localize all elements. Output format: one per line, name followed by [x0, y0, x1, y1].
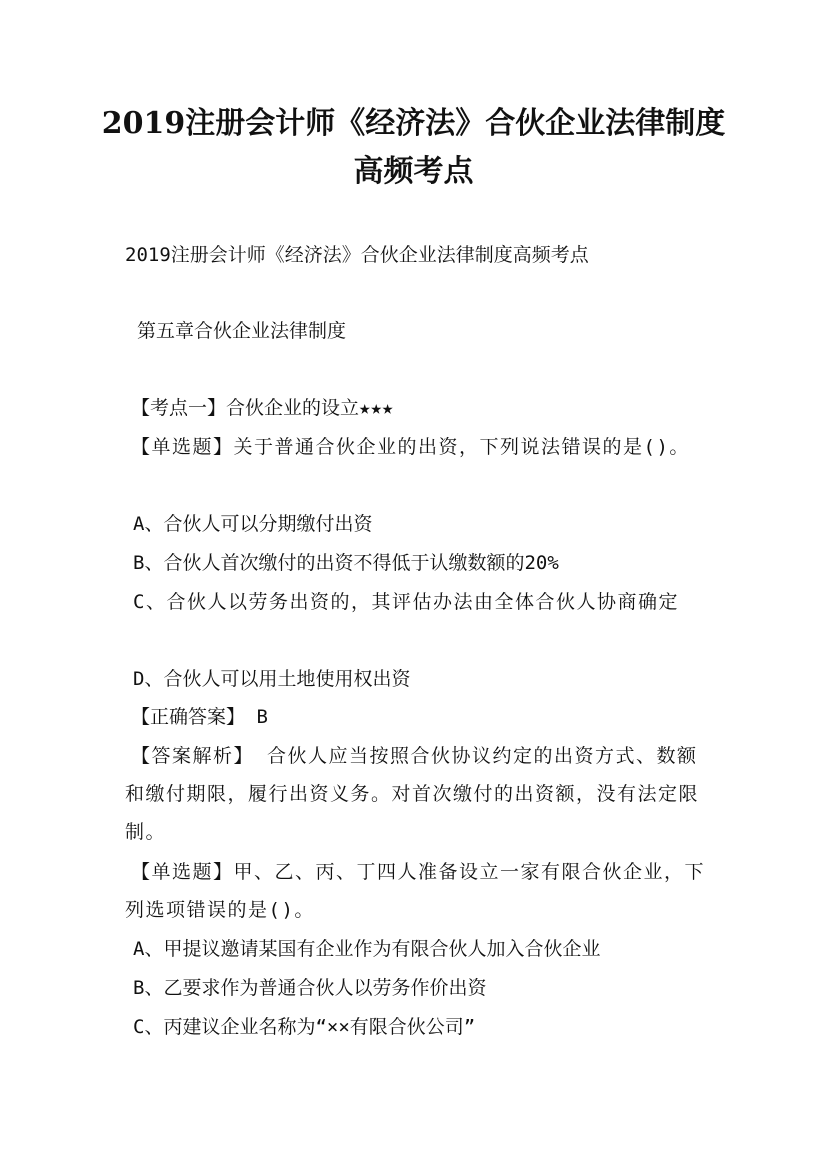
q1-option-b: B、合伙人首次缴付的出资不得低于认缴数额的20%	[133, 552, 559, 574]
q1-answer: 【正确答案】 B	[131, 706, 268, 728]
document-title: 2019注册会计师《经济法》合伙企业法律制度高频考点	[101, 106, 726, 189]
q2-option-b: B、乙要求作为普通合伙人以劳务作价出资	[133, 977, 487, 999]
q1-option-d: D、合伙人可以用土地使用权出资	[133, 668, 411, 690]
q1-analysis: 【答案解析】 合伙人应当按照合伙协议约定的出资方式、数额和缴付期限，履行出资义务。对首次缴付的出资额，没有法定限制。	[125, 745, 700, 843]
point-heading: 【考点一】合伙企业的设立★★★	[131, 397, 394, 419]
q2-option-c: C、丙建议企业名称为“××有限合伙公司”	[133, 1016, 476, 1038]
subtitle: 2019注册会计师《经济法》合伙企业法律制度高频考点	[125, 244, 589, 266]
q1-stem: 【单选题】关于普通合伙企业的出资，下列说法错误的是()。	[131, 436, 690, 458]
q1-option-a: A、合伙人可以分期缴付出资	[133, 513, 373, 535]
q2-option-a: A、甲提议邀请某国有企业作为有限合伙人加入合伙企业	[133, 938, 601, 960]
chapter-heading: 第五章合伙企业法律制度	[137, 320, 347, 342]
q2-stem: 【单选题】甲、乙、丙、丁四人准备设立一家有限合伙企业，下列选项错误的是()。	[125, 861, 706, 921]
q1-option-c: C、合伙人以劳务出资的，其评估办法由全体合伙人协商确定	[133, 591, 679, 613]
